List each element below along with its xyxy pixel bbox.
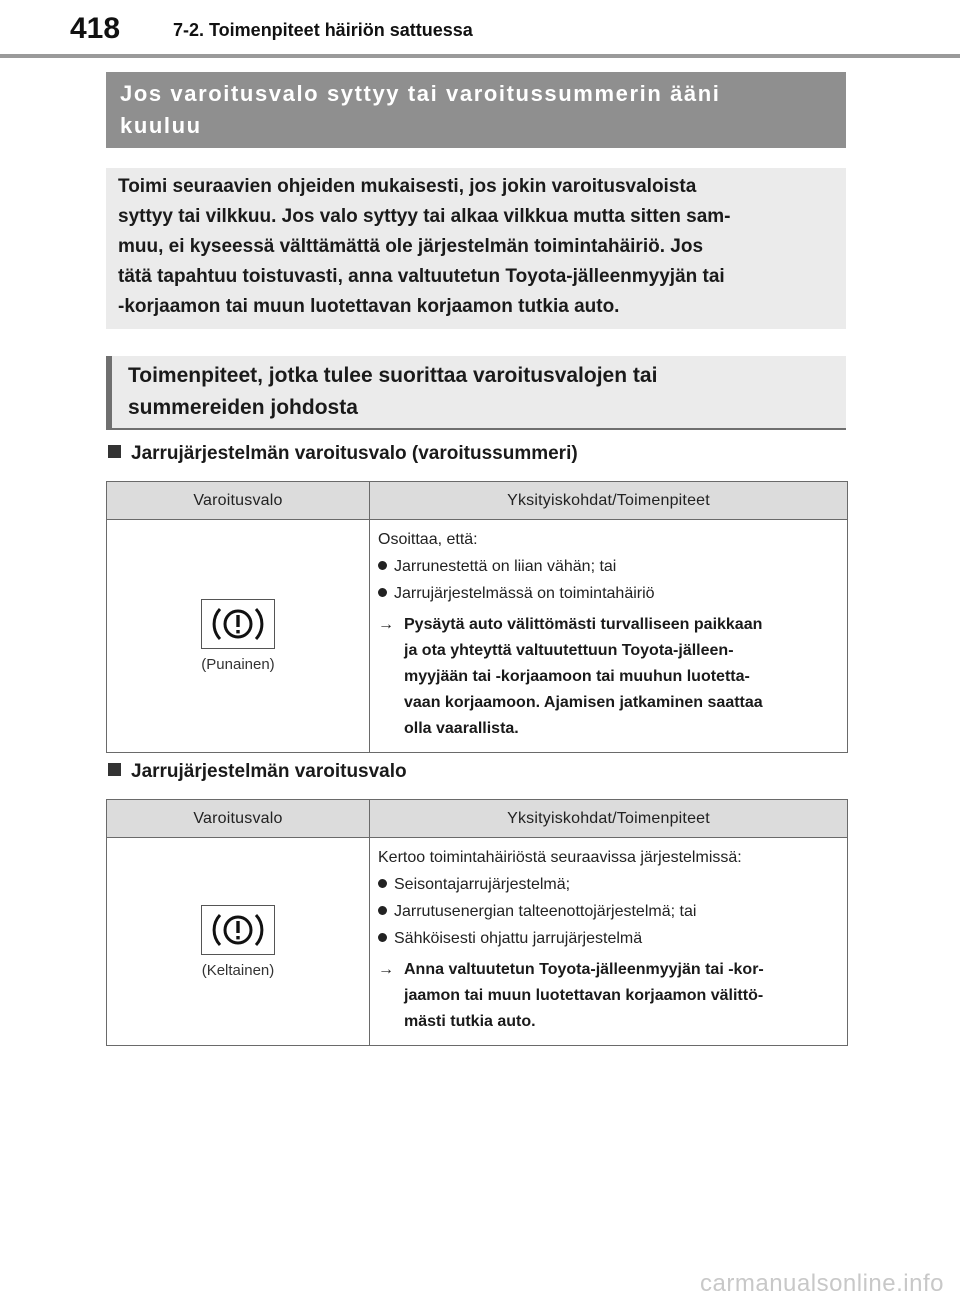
intro-box (106, 168, 846, 329)
intro-line: Toimi seuraavien ohjeiden mukaisesti, jos jokin varoitusvaloista (118, 176, 697, 197)
intro-line: -korjaamon tai muun luotettavan korjaamon tutkia auto. (118, 296, 620, 317)
action-line: olla vaarallista. (404, 720, 519, 737)
brake-buzzer-heading (108, 443, 578, 465)
arrow-right-icon: → (378, 961, 394, 978)
banner-line: Jos varoitusvalo syttyy tai varoitussummerin ääni (120, 81, 721, 106)
bullet-text: Sähköisesti ohjattu jarrujärjestelmä (394, 930, 643, 947)
action-line: jaamon tai muun luotettavan korjaamon välittö- (404, 987, 764, 1004)
bullet-dot-icon (378, 561, 387, 570)
action-line: vaan korjaamoon. Ajamisen jatkaminen saattaa (404, 694, 763, 711)
intro-line: muu, ei kyseessä välttämättä ole järjestelmän toimintahäiriö. Jos (118, 236, 704, 257)
action-instruction (378, 957, 839, 1035)
header-rule (0, 54, 960, 58)
column-header-warning-light: Varoitusvalo (107, 482, 370, 520)
bullet-text: Jarrunestettä on liian vähän; tai (394, 558, 617, 575)
page-header (0, 0, 960, 60)
bullet-dot-icon (378, 933, 387, 942)
bullet-text: Seisontajarrujärjestelmä; (394, 876, 571, 893)
watermark: carmanualsonline.info (700, 1270, 944, 1297)
intro-line: tätä tapahtuu toistuvasti, anna valtuutetun Toyota-jälleenmyyjän tai (118, 266, 725, 287)
details-intro: Osoittaa, että: (378, 531, 478, 548)
warning-light-cell (107, 838, 370, 1046)
action-line: ja ota yhteyttä valtuutettuun Toyota-jälleen- (404, 642, 734, 659)
bullet-text: Jarrutusenergian talteenottojärjestelmä; tai (394, 903, 697, 920)
bullet-text: Jarrujärjestelmässä on toimintahäiriö (394, 585, 655, 602)
bullet-dot-icon (378, 588, 387, 597)
bullet-item (378, 899, 839, 924)
bullet-item (378, 581, 839, 606)
action-line: myyjään tai -korjaamoon tai muuhun luotetta- (404, 668, 750, 685)
brake-buzzer-table (106, 481, 848, 753)
square-bullet-icon (108, 445, 121, 458)
bullet-item (378, 554, 839, 579)
color-label: (Punainen) (201, 656, 275, 673)
bullet-dot-icon (378, 906, 387, 915)
subheading-line: summereiden johdosta (128, 396, 358, 419)
bullet-item (378, 872, 839, 897)
banner-title (120, 78, 832, 142)
subheading-line: Toimenpiteet, jotka tulee suorittaa varoitusvalojen tai (128, 364, 658, 387)
page-number: 418 (70, 12, 121, 45)
column-header-details: Yksityiskohdat/Toimenpiteet (370, 482, 848, 520)
banner-line: kuuluu (120, 113, 202, 138)
details-cell (370, 520, 848, 753)
warning-light-cell (107, 520, 370, 753)
arrow-right-icon: → (378, 616, 394, 633)
brake-buzzer-heading-text: Jarrujärjestelmän varoitusvalo (varoitussummeri) (131, 443, 578, 464)
brake-warning-heading-text: Jarrujärjestelmän varoitusvalo (131, 761, 407, 782)
column-header-warning-light: Varoitusvalo (107, 800, 370, 838)
intro-line: syttyy tai vilkkuu. Jos valo syttyy tai alkaa vilkkua mutta sitten sam- (118, 206, 731, 227)
bullet-dot-icon (378, 879, 387, 888)
details-cell (370, 838, 848, 1046)
brake-warning-heading (108, 761, 407, 783)
action-line: Anna valtuutetun Toyota-jälleenmyyjän tai -kor- (404, 961, 764, 978)
square-bullet-icon (108, 763, 121, 776)
table-row (107, 838, 848, 1046)
action-line: mästi tutkia auto. (404, 1013, 536, 1030)
brake-warning-icon (201, 599, 275, 649)
column-header-details: Yksityiskohdat/Toimenpiteet (370, 800, 848, 838)
table-header-row (107, 800, 848, 838)
table-header-row (107, 482, 848, 520)
action-line: Pysäytä auto välittömästi turvalliseen paikkaan (404, 616, 763, 633)
brake-warning-table (106, 799, 848, 1046)
brake-warning-icon (201, 905, 275, 955)
section-title: 7-2. Toimenpiteet häiriön sattuessa (173, 20, 473, 40)
topic-banner (106, 72, 846, 148)
action-instruction (378, 612, 839, 742)
subheading-box (106, 356, 846, 430)
table-row (107, 520, 848, 753)
bullet-item (378, 926, 839, 951)
color-label: (Keltainen) (201, 961, 275, 979)
details-intro: Kertoo toimintahäiriöstä seuraavissa järjestelmissä: (378, 849, 742, 866)
